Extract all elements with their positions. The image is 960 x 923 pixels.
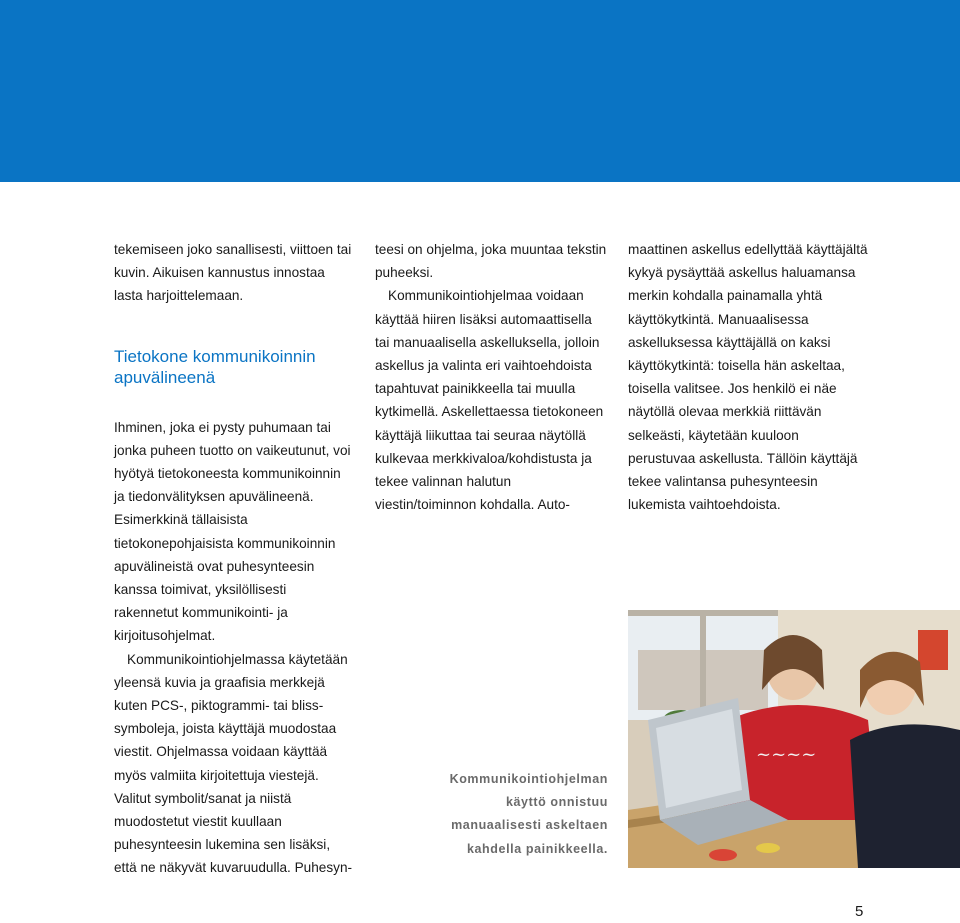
photo-two-women-laptop bbox=[628, 610, 960, 868]
photo-caption: Kommunikointiohjelman käyttö onnistuu manuaalisesti askeltaen kahdella painikkeella. bbox=[449, 772, 608, 856]
photo-illustration bbox=[628, 610, 960, 868]
paragraph-intro: tekemiseen joko sanallisesti, viittoen tai kuvin. Aikuisen kannustus innostaa lasta harjoittelemaan. bbox=[114, 242, 352, 304]
text-column-1 bbox=[114, 238, 354, 880]
top-color-banner bbox=[0, 0, 960, 182]
page-number: 5 bbox=[855, 903, 864, 920]
svg-text:~~~~: ~~~~ bbox=[756, 744, 817, 765]
paragraph-body-2: Kommunikointiohjelmassa käytetään yleensä kuvia ja graafisia merkkejä kuten PCS-, piktogrammi- tai bliss-symboleja, joista käyttäjä muodostaa viestit. Ohjelmassa voidaan käyttää myös valmiita kirjoitettuja viestejä. Valitut symbolit/sanat ja niistä muodostetut viestit kuullaan puhesynteesin lukemina sen lisäksi, että ne näkyvät kuvaruudulla. Puhesyn- bbox=[114, 651, 353, 876]
paragraph-speech-synthesis: teesi on ohjelma, joka muuntaa tekstin puheeksi. bbox=[375, 242, 607, 281]
text-column-2 bbox=[375, 238, 607, 516]
paragraph-scanning: Kommunikointiohjelmaa voidaan käyttää hiiren lisäksi automaattisella tai manuaalisella askelluksella, jolloin askellus ja valinta eri vaihtoehdoista tapahtuvat painikkeella tai muulla kytkimellä. Askellettaessa tietokoneen käyttäjä liikuttaa tai seuraa näytöllä kulkevaa merkkivaloa/kohdistusta ja tekee valinnan halutun viestin/toiminnon kohdalla. Auto- bbox=[375, 288, 604, 513]
paragraph-scanning-modes: maattinen askellus edellyttää käyttäjältä kykyä pysäyttää askellus haluamansa merkin kohdalla painamalla yhtä käyttökytkintä. Manuaalisessa askelluksessa käyttäjällä on kaksi käyttökytkintä: toisella hän askeltaa, toisella valitsee. Jos henkilö ei näe näytöllä olevaa merkkiä riittävän selkeästi, käytetään kuuloon perustuvaa askellusta. Tällöin käyttäjä tekee valintansa puhesynteesin lukemista vaihtoehdoista. bbox=[628, 242, 868, 513]
paragraph-body-1: Ihminen, joka ei pysty puhumaan tai jonka puheen tuotto on vaikeutunut, voi hyötyä tietokoneesta kommunikoinnin ja tiedonvälityksen apuvälineenä. Esimerkkinä tällaisista tietokonepohjaisista kommunikoinnin apuvälineistä ovat puhesynteesin kanssa toimivat, yksilöllisesti rakennetut kommunikointi- ja kirjoitusohjelmat. bbox=[114, 419, 351, 644]
section-heading: Tietokone kommunikoinnin apuvälineenä bbox=[114, 346, 316, 387]
text-column-3 bbox=[628, 238, 868, 516]
